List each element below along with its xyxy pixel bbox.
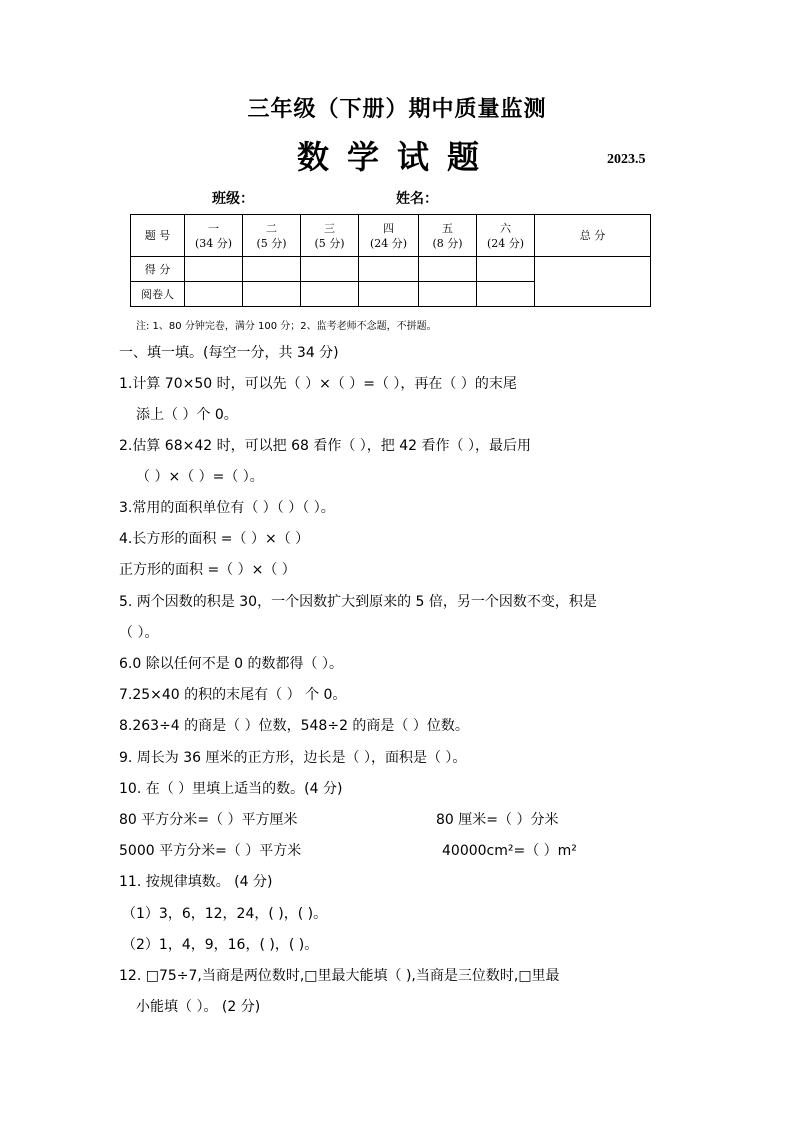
question-line: 添上（ ）个 0。 [136,407,238,423]
section-cell-3 [301,215,359,257]
grader-cell[interactable] [185,282,243,307]
question-line: 6.0 除以任何不是 0 的数都得（ ）。 [119,656,343,672]
score-cell[interactable] [243,257,301,282]
name-label: 姓名： [396,191,438,207]
question-line: （ ）。 [119,625,159,641]
row-header-grader: 阅卷人 [131,282,185,307]
question-line: （ ）×（ ）=（ ）。 [136,469,264,485]
section-number: 四 [383,221,394,235]
question-line: 5. 两个因数的积是 30，一个因数扩大到原来的 5 倍，另一个因数不变，积是 [119,594,597,610]
section-points: (5 分) [314,236,345,250]
score-table [130,214,651,307]
question-line: 小能填（ ）。 (2 分) [136,999,261,1015]
section-cell-2 [243,215,301,257]
section-cell-4 [359,215,419,257]
grader-cell[interactable] [477,282,535,307]
question-line: 40000cm²=（ ）m² [442,843,577,859]
section-points: (34 分) [194,236,233,250]
question-line: 12. □75÷7,当商是两位数时,□里最大能填（ ),当商是三位数时,□里最 [119,968,560,984]
grader-cell[interactable] [419,282,477,307]
question-line: 正方形的面积 =（ ）×（ ） [119,562,296,578]
score-cell[interactable] [419,257,477,282]
exam-note: 注: 1、80 分钟完卷，满分 100 分；2、监考老师不念题，不拼题。 [136,321,437,332]
question-line: 3.常用的面积单位有（ ）（ ）（ ）。 [119,500,335,516]
section-points: (5 分) [256,236,287,250]
question-line: 9. 周长为 36 厘米的正方形，边长是（ ），面积是（ ）。 [119,750,467,766]
score-cell[interactable] [185,257,243,282]
score-cell[interactable] [477,257,535,282]
question-line: 2.估算 68×42 时，可以把 68 看作（ ），把 42 看作（ ），最后用 [119,438,531,454]
row-header-score: 得 分 [131,257,185,282]
section-number: 三 [324,221,335,235]
question-line: 1.计算 70×50 时，可以先（ ）×（ ）=（ ），再在（ ）的末尾 [119,376,517,392]
total-score-cell[interactable] [535,257,651,307]
table-row-sections [131,215,651,257]
section-number: 二 [266,221,277,235]
grader-cell[interactable] [243,282,301,307]
class-label: 班级： [212,191,254,207]
question-line: 8.263÷4 的商是（ ）位数，548÷2 的商是（ ）位数。 [119,718,469,734]
section-number: 一 [208,221,219,235]
score-cell[interactable] [301,257,359,282]
exam-date: 2023.5 [607,152,646,167]
section-points: (24 分) [369,236,408,250]
subject-title: 数学试题 [296,138,497,176]
row-header-question-number: 题 号 [131,215,185,257]
question-line: 4.长方形的面积 =（ ）×（ ） [119,531,310,547]
question-line: 11. 按规律填数。 (4 分) [119,874,273,890]
question-line: （1）3，6，12，24，( )，( )。 [122,906,328,922]
question-line: 10. 在（ ）里填上适当的数。(4 分) [119,781,343,797]
section-cell-1 [185,215,243,257]
question-line: 7.25×40 的积的末尾有（ ） 个 0。 [119,687,347,703]
question-line: 80 平方分米=（ ）平方厘米 [119,812,298,828]
section-points: (24 分) [486,236,525,250]
section-cell-5 [419,215,477,257]
total-score-header: 总 分 [535,215,651,257]
grader-cell[interactable] [359,282,419,307]
section-heading: 一、填一填。(每空一分，共 34 分) [119,345,339,361]
section-points: (8 分) [432,236,463,250]
grader-cell[interactable] [301,282,359,307]
question-line: （2）1，4，9，16，( )，( )。 [122,937,319,953]
question-line: 5000 平方分米=（ ）平方米 [119,843,302,859]
score-cell[interactable] [359,257,419,282]
question-line: 80 厘米=（ ）分米 [436,812,559,828]
section-number: 五 [442,221,453,235]
exam-title: 三年级（下册）期中质量监测 [247,96,547,122]
section-cell-6 [477,215,535,257]
table-row-score [131,257,651,282]
section-number: 六 [500,221,511,235]
